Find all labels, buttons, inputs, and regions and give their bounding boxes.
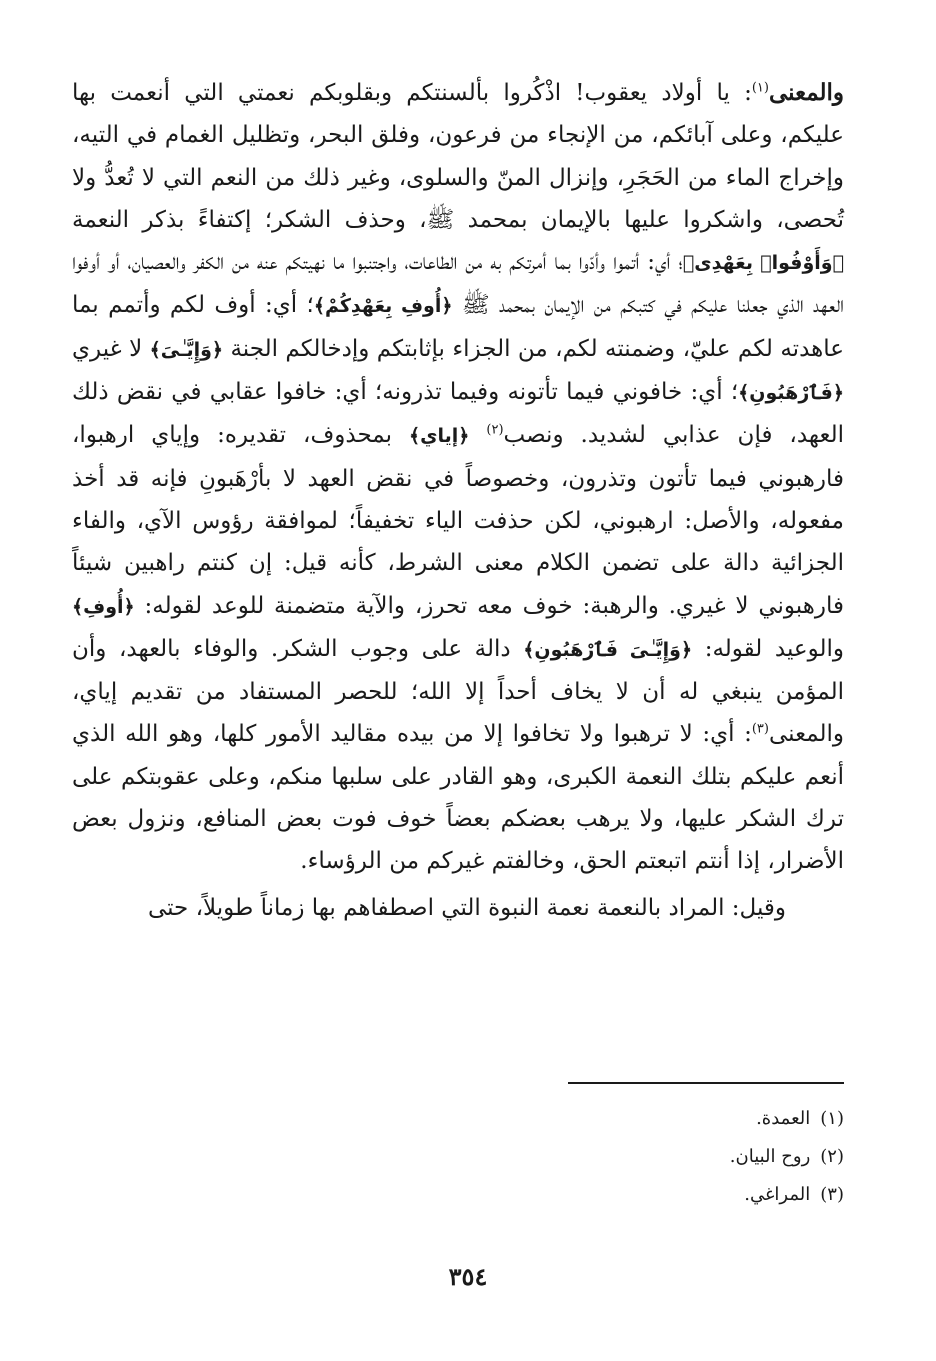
footnote-1 [730, 1100, 844, 1138]
quran-quote: ﴿فَٱرْهَبُونِ﴾ [738, 382, 844, 405]
footnote-number: (١) [820, 1108, 844, 1129]
paragraph-2: وقيل: المراد بالنعمة نعمة النبوة التي اصطفاهم بها زماناً طويلاً، حتى [147, 894, 786, 921]
text-segment: ؛ أي: أتموا وأدّوا بما أمرتكم به من الطاعات، واجتنبوا ما نهيتكم عنه من الكفر والعصيان، أو أوفوا العهد الذي جعلنا عليكم في كتبكم من الإيمان بمحمد ﷺ [72, 249, 844, 319]
quran-quote: ﴿أُوفِ بِعَهْدِكُمْ﴾ [313, 295, 453, 318]
text-segment: ؛ أي: خافوني فيما تأتونه وفيما تذرونه؛ أي: خافوا عقابي في نقض ذلك العهد، فإن عذابي لشديد. ونصب [72, 379, 844, 449]
text-segment: : أي: لا ترهبوا ولا تخافوا إلا من بيده مقاليد الأمور كلها، وهو الله الذي أنعم عليكم بتلك النعمة الكبرى، وهو القادر على سلبها منكم، وعلى عقوبتكم على ترك الشكر عليها، ولا يرهب بعضكم بعضاً خوف فوت بعض المنافع، ونزول بعض الأضرار، إذا أنتم اتبعتم الحق، وخالفتم غيركم من الرؤساء. [72, 721, 844, 875]
quran-quote: ﴿وَأَوْفُوا۟ بِعَهْدِى﴾ [682, 252, 844, 275]
quran-quote: ﴿وَإِيَّـٰىَ﴾ [149, 338, 224, 361]
footnotes-list [730, 1100, 844, 1214]
footnote-2 [730, 1138, 844, 1176]
footnote-separator [568, 1082, 844, 1084]
footnote-ref-2: (٢) [486, 422, 504, 438]
footnote-number: (٢) [820, 1146, 844, 1167]
text-segment: والوعيد لقوله: [692, 635, 845, 662]
page-number: ٣٥٤ [448, 1262, 488, 1291]
text-segment: ؛ أي: أوف لكم وأتمم بما عاهدته لكم عليّ، وضمنته لكم، من الجزاء بإثابتكم وإدخالكم الجنة [72, 292, 844, 362]
footnote-text: روح البيان. [729, 1146, 811, 1167]
lead-word: والمعنى [768, 79, 844, 106]
footnote-ref-1: (١) [751, 80, 769, 96]
quran-quote: ﴿أُوفِ﴾ [72, 595, 135, 618]
paragraph-1 [72, 72, 844, 883]
text-segment [469, 422, 486, 448]
footnote-ref-3: (٣) [751, 721, 769, 737]
footnote-3 [730, 1176, 844, 1214]
footnote-number: (٣) [820, 1184, 844, 1205]
main-text [72, 72, 844, 929]
footnote-text: المراغي. [744, 1184, 811, 1205]
quran-quote: ﴿وَإِيَّـٰىَ فَٱرْهَبُونِ﴾ [523, 638, 693, 661]
text-segment: دالة على وجوب الشكر. والوفاء بالعهد، وأن المؤمن ينبغي له أن لا يخاف أحداً إلا الله؛ للحصر المستفاد من تقديم إياي، والمعنى [72, 635, 844, 748]
text-segment: : يا أولاد يعقوب! اذْكُروا بألسنتكم وبقلوبكم نعمتي التي أنعمت بها عليكم، وعلى آبائكم، من الإنجاء من فرعون، وفلق البحر، وتظليل الغمام في التيه، وإخراج الماء من الحَجَرِ، وإنزال المنّ والسلوى، وغير ذلك من النعم التي لا تُعدُّ ولا تُحصى، واشكروا عليها بالإيمان بمحمد ﷺ، وحذف الشكر؛ إكتفاءً بذكر النعمة [72, 80, 844, 233]
text-segment: بمحذوف، تقديره: وإياي ارهبوا، فارهبوني فيما تأتون وتذرون، وخصوصاً في نقض العهد لا بأرْهَبونِ فإنه قد أخذ مفعوله، والأصل: ارهبوني، لكن حذفت الياء تخفيفاً؛ لموافقة رؤوس الآي، والفاء الجزائية دالة على تضمن الكلام معنى الشرط، كأنه قيل: إن كنتم راهبين شيئاً فارهبوني لا غيري. والرهبة: خوف معه تحرز، والآية متضمنة للوعد لقوله: [72, 422, 844, 619]
quoted-word: ﴿إياي﴾ [408, 425, 470, 448]
footnote-text: العمدة. [756, 1108, 811, 1129]
text-segment: لا غيري [72, 335, 150, 362]
